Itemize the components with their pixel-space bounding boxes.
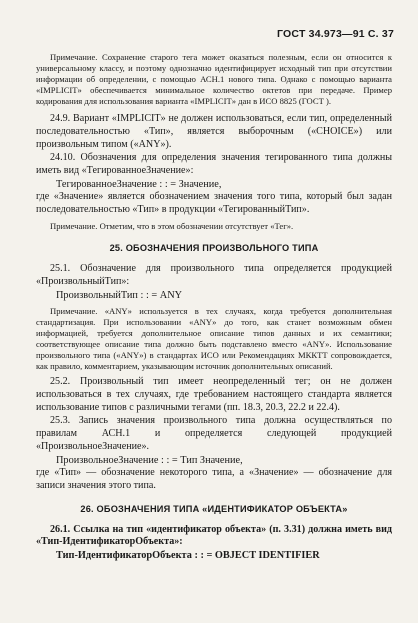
- section-26-heading: 26. ОБОЗНАЧЕНИЯ ТИПА «ИДЕНТИФИКАТОР ОБЪЕКТА»: [80, 503, 348, 514]
- clause-24-10: 24.10. Обозначения для определения значения тегированного типа должны иметь вид «ТегированноеЗначение»:: [36, 152, 392, 177]
- formula-any-type: ПроизвольныйТип : : = ANY: [56, 289, 183, 301]
- definition-paragraph: где «Значение» является обозначением значения того типа, который был задан последовательностью «Тип» в продукции «ТегированныйТип».: [36, 191, 392, 215]
- clause-26-1: 26.1. Ссылка на тип «идентификатор объекта» (п. 3.31) должна иметь вид «Тип-ИдентификаторОбъекта»:: [36, 523, 392, 548]
- formula-object-identifier: Тип-ИдентификаторОбъекта : : = OBJECT IDENTIFIER: [56, 550, 320, 562]
- definition-paragraph-any: где «Тип» — обозначение некоторого типа, а «Значение» — обозначение для записи значения этого типа.: [36, 466, 392, 491]
- clause-25-1: 25.1. Обозначение для произвольного типа определяется продукцией «ПроизвольныйТип»:: [36, 262, 392, 287]
- clause-24-9: 24.9. Вариант «IMPLICIT» не должен использоваться, если тип, определенный последовательностью «Тип», является выборочным («CHOICE») или произвольным типом («ANY»).: [36, 113, 392, 151]
- page-content: [36, 52, 392, 562]
- page-header: ГОСТ 34.973—91 С. 37: [277, 28, 394, 40]
- note-paragraph: Примечание. Сохранение старого тега может оказаться полезным, если он относится к универсальному классу, и поэтому однозначно идентифицирует исходный тип при отсутствии информации об определении, с помощью АСН.1 нового типа. Однако с помощью варианта «IMPLICIT» обеспечивается минимальное количество октетов при передаче. Пример кодирования для использования варианта «IMPLICIT» дан в ИСО 8825 (ГОСТ ).: [36, 52, 392, 107]
- section-25-heading: 25. ОБОЗНАЧЕНИЯ ПРОИЗВОЛЬНОГО ТИПА: [109, 242, 319, 253]
- clause-25-3: 25.3. Запись значения произвольного типа должна осуществляться по правилам АСН.1 и определяется следующей продукцией «ПроизвольноеЗначение».: [36, 415, 392, 452]
- clause-25-2: 25.2. Произвольный тип имеет неопределенный тег; он не должен использоваться в тех случаях, где требованием настоящего стандарта является использование типов с различными тегами (пп. 18.3, 20.3, 22.2 и 22.4).: [36, 376, 392, 414]
- note-paragraph-any: Примечание. «ANY» используется в тех случаях, когда требуется дополнительная стандартизация. При использовании «ANY» до того, как станет возможным обмен информацией, требуется дополнительное описание типов данных и их семантики; соответствующее описание типа должно быть подставлено вместо «ANY». Использование произвольного типа («ANY») в стандартах ИСО или Рекомендациях МККТТ сопровождается, как правило, комментарием, указывающим источник дополнительных описаний.: [36, 305, 392, 372]
- remark-paragraph: Примечание. Отметим, что в этом обозначении отсутствует «Тег».: [50, 220, 294, 231]
- formula-tagged-value: ТегированноеЗначение : : = Значение,: [56, 179, 222, 190]
- formula-any-value: ПроизвольноеЗначение : : = Тип Значение,: [56, 454, 243, 466]
